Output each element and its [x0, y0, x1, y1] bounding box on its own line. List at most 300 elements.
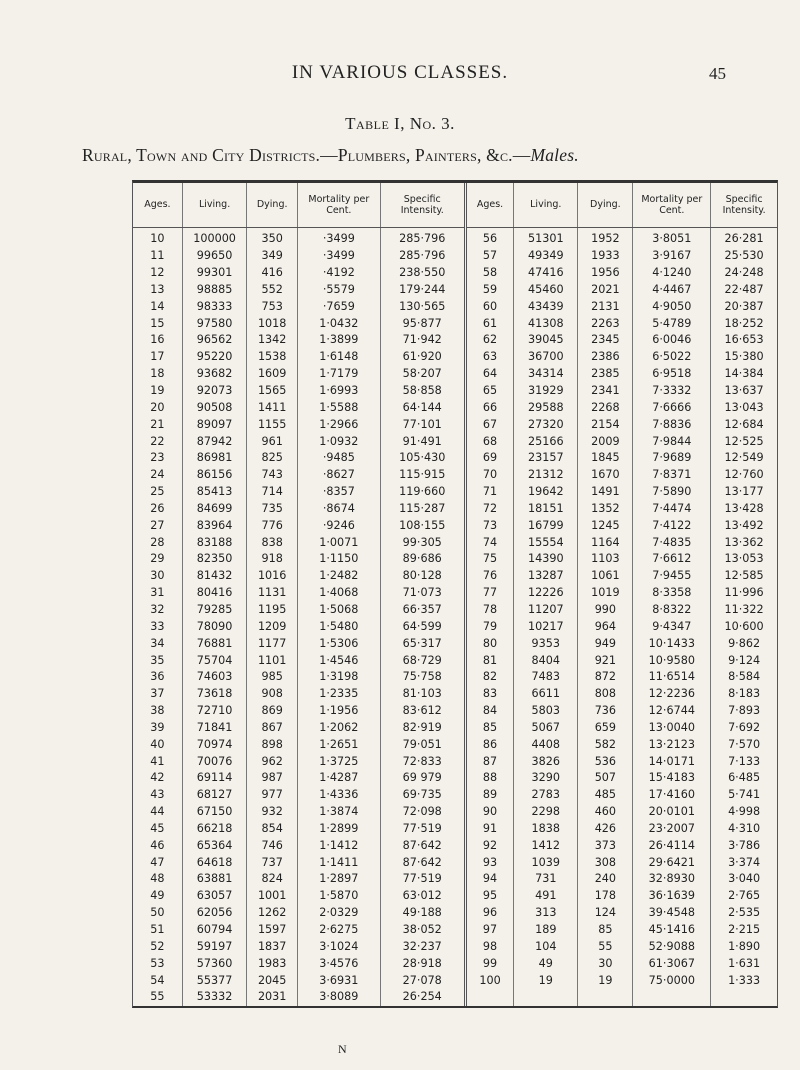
table-cell: 13287 — [514, 568, 578, 585]
table-cell: 74603 — [182, 669, 247, 686]
table-cell: 10·1433 — [633, 635, 711, 652]
table-cell: 61·920 — [380, 349, 465, 366]
table-cell: 49 — [514, 955, 578, 972]
table-cell: 100 — [465, 972, 513, 989]
table-cell: 15554 — [514, 534, 578, 551]
table-row — [133, 433, 777, 450]
table-cell: 5067 — [514, 719, 578, 736]
table-cell: 8·8322 — [633, 602, 711, 619]
table-cell: 1061 — [578, 568, 633, 585]
table-cell: 2345 — [578, 332, 633, 349]
table-cell: 1018 — [247, 315, 298, 332]
table-cell: 42 — [133, 770, 182, 787]
table-cell: 48 — [133, 871, 182, 888]
table-cell: 1001 — [247, 888, 298, 905]
table-cell: 3·6931 — [297, 972, 380, 989]
table-cell: 115·287 — [380, 501, 465, 518]
table-cell: 2154 — [578, 416, 633, 433]
table-cell: 1·5306 — [297, 635, 380, 652]
table-cell: 7·9689 — [633, 450, 711, 467]
table-cell: 737 — [247, 854, 298, 871]
table-cell: 7·9844 — [633, 433, 711, 450]
table-cell: 76881 — [182, 635, 247, 652]
table-cell: ·8674 — [297, 501, 380, 518]
table-cell: 990 — [578, 602, 633, 619]
table-cell: 79 — [465, 618, 513, 635]
table-cell: 72·098 — [380, 804, 465, 821]
table-cell: 13·492 — [724, 518, 764, 532]
table-cell: 14390 — [514, 551, 578, 568]
table-cell: 8·3358 — [633, 585, 711, 602]
table-cell: 87·642 — [380, 854, 465, 871]
table-cell: 308 — [578, 854, 633, 871]
table-cell: 74 — [465, 534, 513, 551]
table-cell: 13·2123 — [633, 736, 711, 753]
table-cell: ·9485 — [297, 450, 380, 467]
table-cell: 64 — [465, 366, 513, 383]
table-cell: 14·384 — [724, 367, 764, 381]
table-cell: 40 — [133, 736, 182, 753]
table-cell: 99301 — [182, 265, 247, 282]
table-cell: 2298 — [514, 804, 578, 821]
table-row — [133, 484, 777, 501]
table-row — [133, 854, 777, 871]
table-cell: 99·305 — [380, 534, 465, 551]
table-cell: 15·380 — [724, 350, 764, 364]
table-cell: 2·6275 — [297, 922, 380, 939]
table-cell: 68·729 — [380, 652, 465, 669]
table-row — [133, 602, 777, 619]
table-row — [133, 248, 777, 265]
table-cell: 49 — [133, 888, 182, 905]
table-subtitle — [82, 145, 579, 166]
table-cell: 4·4467 — [633, 282, 711, 299]
table-cell: 2031 — [247, 989, 298, 1006]
table-cell: 56 — [465, 228, 513, 248]
table-cell: 99 — [465, 955, 513, 972]
table-row — [133, 265, 777, 282]
table-cell: 824 — [247, 871, 298, 888]
running-title: IN VARIOUS CLASSES. — [291, 62, 509, 83]
table-cell: 12·2236 — [633, 686, 711, 703]
table-cell: 6·9518 — [633, 366, 711, 383]
table-cell: 29·6421 — [633, 854, 711, 871]
table-cell: 24·248 — [724, 266, 764, 280]
table-cell: 67 — [465, 416, 513, 433]
mortality-table — [133, 183, 777, 1006]
table-cell: 67150 — [182, 804, 247, 821]
table-cell: 753 — [247, 298, 298, 315]
table-cell: 1952 — [578, 228, 633, 248]
table-cell: 1·4336 — [297, 787, 380, 804]
table-cell: 59 — [465, 282, 513, 299]
table-cell — [465, 989, 513, 1006]
table-row — [133, 736, 777, 753]
table-cell: 872 — [578, 669, 633, 686]
table-cell: 95·877 — [380, 315, 465, 332]
table-cell: 98 — [465, 938, 513, 955]
table-cell: 87942 — [182, 433, 247, 450]
table-cell: 115·915 — [380, 467, 465, 484]
table-cell: 3·786 — [728, 838, 761, 852]
table-cell: 9·124 — [728, 653, 761, 667]
table-cell: 81 — [465, 652, 513, 669]
table-row — [133, 888, 777, 905]
table-cell: 1·2899 — [297, 821, 380, 838]
table-cell: 1670 — [578, 467, 633, 484]
table-cell: 34314 — [514, 366, 578, 383]
table-cell: 30 — [133, 568, 182, 585]
table-cell: 36 — [133, 669, 182, 686]
table-cell: 81432 — [182, 568, 247, 585]
table-cell: 1491 — [578, 484, 633, 501]
table-row — [133, 517, 777, 534]
table-cell: 1·0071 — [297, 534, 380, 551]
table-cell: 64·144 — [380, 399, 465, 416]
table-cell: 12 — [133, 265, 182, 282]
table-cell: 41 — [133, 753, 182, 770]
table-cell: 1·2897 — [297, 871, 380, 888]
table-cell: 7·6666 — [633, 399, 711, 416]
table-cell: 65 — [465, 383, 513, 400]
table-cell: 7·4835 — [633, 534, 711, 551]
table-cell: 985 — [247, 669, 298, 686]
table-cell: 987 — [247, 770, 298, 787]
table-cell: 20·387 — [724, 299, 764, 313]
table-cell: 1245 — [578, 517, 633, 534]
table-cell: 932 — [247, 804, 298, 821]
table-cell: 36·1639 — [633, 888, 711, 905]
table-cell: 3826 — [514, 753, 578, 770]
table-cell: 21312 — [514, 467, 578, 484]
table-cell: 1·1412 — [297, 837, 380, 854]
table-cell: 1·6148 — [297, 349, 380, 366]
table-cell: 735 — [247, 501, 298, 518]
table-cell: 58·207 — [380, 366, 465, 383]
table-cell: 736 — [578, 703, 633, 720]
table-cell: 3·4576 — [297, 955, 380, 972]
table-cell: 80 — [465, 635, 513, 652]
table-cell: 178 — [578, 888, 633, 905]
table-cell: 75·0000 — [633, 972, 711, 989]
table-row — [133, 821, 777, 838]
table-cell: 36700 — [514, 349, 578, 366]
table-cell: 80416 — [182, 585, 247, 602]
table-cell: 2385 — [578, 366, 633, 383]
subtitle-italic: Males. — [530, 145, 579, 165]
table-cell: 426 — [578, 821, 633, 838]
table-cell: 66 — [465, 399, 513, 416]
table-row — [133, 905, 777, 922]
table-cell: ·8357 — [297, 484, 380, 501]
table-cell: 238·550 — [380, 265, 465, 282]
table-cell: 27320 — [514, 416, 578, 433]
table-cell: 8·584 — [728, 670, 761, 684]
table-cell: 17 — [133, 349, 182, 366]
table-row — [133, 618, 777, 635]
table-cell: 743 — [247, 467, 298, 484]
table-cell: 24 — [133, 467, 182, 484]
table-cell: 71·942 — [380, 332, 465, 349]
table-cell: 14·0171 — [633, 753, 711, 770]
table-cell: 29588 — [514, 399, 578, 416]
table-cell: 45·1416 — [633, 922, 711, 939]
table-cell: 7·3332 — [633, 383, 711, 400]
table-row — [133, 955, 777, 972]
table-cell: 2045 — [247, 972, 298, 989]
table-cell: 2009 — [578, 433, 633, 450]
table-cell: 96 — [465, 905, 513, 922]
table-cell: 69 979 — [380, 770, 465, 787]
table-cell: 10 — [133, 228, 182, 248]
table-cell: 77·519 — [380, 871, 465, 888]
table-cell: 416 — [247, 265, 298, 282]
table-cell: 3·1024 — [297, 938, 380, 955]
table-cell: 1·1411 — [297, 854, 380, 871]
column-header: Mortality per Cent. — [633, 183, 711, 228]
table-cell: 3·9167 — [633, 248, 711, 265]
table-cell: 1·2482 — [297, 568, 380, 585]
table-cell: 68 — [465, 433, 513, 450]
table-cell: 35 — [133, 652, 182, 669]
table-row — [133, 551, 777, 568]
table-cell: 1·631 — [728, 956, 761, 970]
table-row — [133, 703, 777, 720]
table-cell: 51 — [133, 922, 182, 939]
table-cell: 4·998 — [728, 805, 761, 819]
table-cell: 77·519 — [380, 821, 465, 838]
table-cell: 92073 — [182, 383, 247, 400]
table-cell: 7·893 — [728, 704, 761, 718]
table-cell: 25 — [133, 484, 182, 501]
table-cell: 19 — [514, 972, 578, 989]
table-cell: 7·6612 — [633, 551, 711, 568]
table-cell: 63 — [465, 349, 513, 366]
table-cell: 1·3874 — [297, 804, 380, 821]
table-cell: 3290 — [514, 770, 578, 787]
table-row — [133, 349, 777, 366]
table-cell: 63·012 — [380, 888, 465, 905]
table-cell: 1·2966 — [297, 416, 380, 433]
table-cell: 3·040 — [728, 872, 761, 886]
table-cell: 5803 — [514, 703, 578, 720]
table-cell: 38 — [133, 703, 182, 720]
table-cell: 8404 — [514, 652, 578, 669]
table-cell: 82 — [465, 669, 513, 686]
table-row — [133, 450, 777, 467]
table-cell: 23 — [133, 450, 182, 467]
table-cell: 80·128 — [380, 568, 465, 585]
table-cell: 977 — [247, 787, 298, 804]
table-cell: 75·758 — [380, 669, 465, 686]
table-cell: 77 — [465, 585, 513, 602]
table-cell: 79·051 — [380, 736, 465, 753]
table-cell: 7·4474 — [633, 501, 711, 518]
table-cell: 51301 — [514, 228, 578, 248]
table-cell: 7·570 — [728, 737, 761, 751]
table-cell: 66·357 — [380, 602, 465, 619]
table-cell — [514, 989, 578, 1006]
table-cell: 91·491 — [380, 433, 465, 450]
table-cell: 70974 — [182, 736, 247, 753]
table-row — [133, 922, 777, 939]
table-cell: 94 — [465, 871, 513, 888]
running-head — [0, 62, 800, 92]
table-cell: 4·310 — [728, 821, 761, 835]
table-cell: 1845 — [578, 450, 633, 467]
table-cell: 313 — [514, 905, 578, 922]
table-cell: 45460 — [514, 282, 578, 299]
table-cell: 949 — [578, 635, 633, 652]
table-cell: 7·692 — [728, 720, 761, 734]
signature-mark: N — [338, 1042, 347, 1056]
table-cell: 72710 — [182, 703, 247, 720]
table-row — [133, 770, 777, 787]
table-cell: 71 — [465, 484, 513, 501]
table-cell: 89·686 — [380, 551, 465, 568]
table-cell: 49349 — [514, 248, 578, 265]
table-row — [133, 568, 777, 585]
table-cell: 34 — [133, 635, 182, 652]
table-cell: 105·430 — [380, 450, 465, 467]
table-cell: 5·4789 — [633, 315, 711, 332]
table-cell: 28·918 — [380, 955, 465, 972]
table-cell: 11·6514 — [633, 669, 711, 686]
table-cell: 18·252 — [724, 316, 764, 330]
table-cell: 83188 — [182, 534, 247, 551]
table-cell: 1837 — [247, 938, 298, 955]
table-row — [133, 298, 777, 315]
table-cell: 70076 — [182, 753, 247, 770]
table-cell: 85 — [578, 922, 633, 939]
table-cell: 93 — [465, 854, 513, 871]
table-cell: 7·8371 — [633, 467, 711, 484]
table-cell: 1·4287 — [297, 770, 380, 787]
table-cell: 1·0932 — [297, 433, 380, 450]
table-cell: 776 — [247, 517, 298, 534]
table-cell: 2783 — [514, 787, 578, 804]
table-cell: 82·919 — [380, 719, 465, 736]
table-cell: 19 — [578, 972, 633, 989]
table-cell: 13 — [133, 282, 182, 299]
table-cell: 1·5588 — [297, 399, 380, 416]
table-cell: 285·796 — [380, 228, 465, 248]
table-row — [133, 837, 777, 854]
table-cell: 1131 — [247, 585, 298, 602]
table-cell: 15·4183 — [633, 770, 711, 787]
table-row — [133, 652, 777, 669]
table-cell: 85413 — [182, 484, 247, 501]
table-cell: 55377 — [182, 972, 247, 989]
table-cell: 23·2007 — [633, 821, 711, 838]
table-cell: 58·858 — [380, 383, 465, 400]
table-cell — [633, 989, 711, 1006]
table-cell: 86981 — [182, 450, 247, 467]
table-cell: 78090 — [182, 618, 247, 635]
table-cell: 869 — [247, 703, 298, 720]
table-cell: 961 — [247, 433, 298, 450]
table-cell: 29 — [133, 551, 182, 568]
table-cell: 86 — [465, 736, 513, 753]
table-cell: 89097 — [182, 416, 247, 433]
table-cell: 12·525 — [724, 434, 764, 448]
table-cell: 1·4546 — [297, 652, 380, 669]
table-cell: 8·183 — [728, 687, 761, 701]
table-cell: 1·3899 — [297, 332, 380, 349]
table-cell: 44 — [133, 804, 182, 821]
table-cell: 71841 — [182, 719, 247, 736]
table-cell: 536 — [578, 753, 633, 770]
table-row — [133, 804, 777, 821]
table-cell: 60794 — [182, 922, 247, 939]
table-cell — [711, 989, 777, 1006]
table-cell: 1164 — [578, 534, 633, 551]
table-row — [133, 669, 777, 686]
table-cell: 1·2335 — [297, 686, 380, 703]
table-cell: 11·322 — [724, 602, 764, 616]
table-cell: 26·281 — [724, 232, 764, 246]
table-cell: 53 — [133, 955, 182, 972]
table-row — [133, 399, 777, 416]
table-cell: 2·535 — [728, 906, 761, 920]
table-cell: ·8627 — [297, 467, 380, 484]
table-cell: 373 — [578, 837, 633, 854]
table-cell: 81·103 — [380, 686, 465, 703]
table-cell: 62 — [465, 332, 513, 349]
table-row — [133, 332, 777, 349]
table-cell: 12226 — [514, 585, 578, 602]
table-cell: 1·890 — [728, 939, 761, 953]
table-cell: 7483 — [514, 669, 578, 686]
table-cell: 64618 — [182, 854, 247, 871]
table-cell: 33 — [133, 618, 182, 635]
table-body — [133, 228, 777, 1006]
table-cell: 179·244 — [380, 282, 465, 299]
table-cell: ·9246 — [297, 517, 380, 534]
table-cell: 73 — [465, 517, 513, 534]
table-cell: 838 — [247, 534, 298, 551]
table-cell: 854 — [247, 821, 298, 838]
table-cell: 77·101 — [380, 416, 465, 433]
table-cell: 2·215 — [728, 923, 761, 937]
table-cell: 79285 — [182, 602, 247, 619]
table-cell: 12·585 — [724, 569, 764, 583]
table-cell: 5·741 — [728, 788, 761, 802]
table-cell: 59197 — [182, 938, 247, 955]
table-cell: 1·3725 — [297, 753, 380, 770]
table-cell: 97 — [465, 922, 513, 939]
table-row — [133, 686, 777, 703]
table-cell: 485 — [578, 787, 633, 804]
table-cell: 57 — [465, 248, 513, 265]
table-cell: 3·374 — [728, 855, 761, 869]
table-cell: 26·254 — [380, 989, 465, 1006]
table-cell: 9·862 — [728, 636, 761, 650]
table-cell: 1538 — [247, 349, 298, 366]
table-cell: 91 — [465, 821, 513, 838]
table-cell: 7·133 — [728, 754, 761, 768]
table-cell: 37 — [133, 686, 182, 703]
table-cell: 582 — [578, 736, 633, 753]
table-cell: 4·1240 — [633, 265, 711, 282]
table-cell: 1597 — [247, 922, 298, 939]
table-cell: 84 — [465, 703, 513, 720]
table-cell: 32 — [133, 602, 182, 619]
table-cell: 75 — [465, 551, 513, 568]
table-cell: 1·1150 — [297, 551, 380, 568]
table-cell: 17·4160 — [633, 787, 711, 804]
table-cell: 130·565 — [380, 298, 465, 315]
